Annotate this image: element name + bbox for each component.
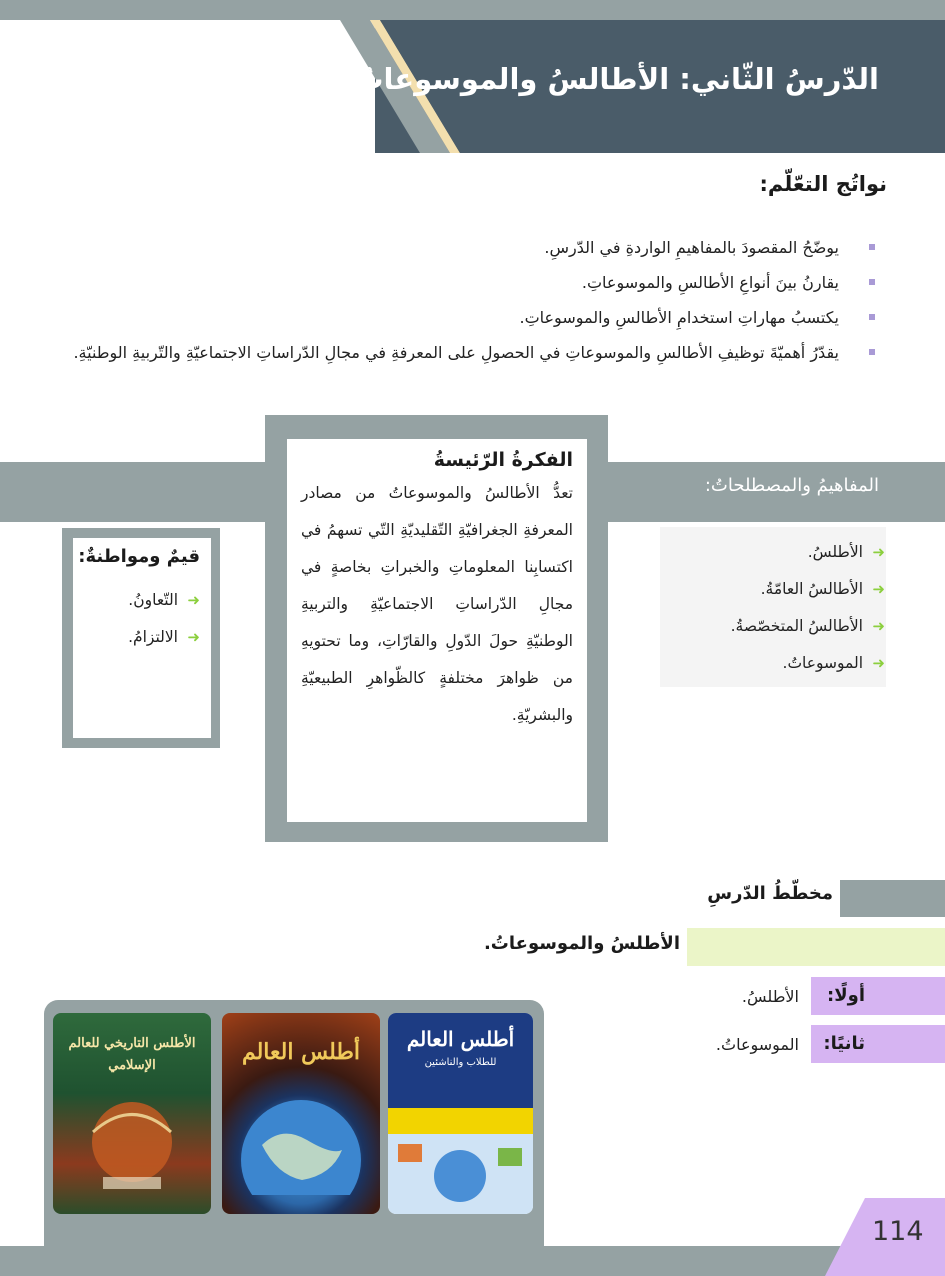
main-idea-box <box>287 439 587 822</box>
bullet-icon <box>869 349 875 355</box>
concept-item: ➜ الموسوعاتُ. <box>731 645 885 682</box>
plan-label-second: ثانيًا: <box>823 1033 865 1054</box>
value-item: ➜ الالتزامُ. <box>128 619 200 656</box>
values-list <box>128 582 200 656</box>
globe-illustration <box>222 1065 380 1195</box>
arrow-icon: ➜ <box>187 628 200 646</box>
arrow-icon: ➜ <box>872 580 885 598</box>
book-title: أطلس العالم <box>406 1027 515 1051</box>
outcomes-heading: نواتُج التعّلّم: <box>759 172 887 196</box>
globe-illustration <box>388 1134 533 1214</box>
outcome-item: يكتسبُ مهاراتِ استخدامِ الأطالسِ والموسوعاتِ. <box>55 300 875 335</box>
concept-item: ➜ الأطالسُ العامّةُ. <box>731 571 885 608</box>
plan-label-first: أولًا: <box>827 985 865 1006</box>
main-idea-body: تعدُّ الأطالسُ والموسوعاتُ من مصادر المعرفةِ الجغرافيّةِ التّقليديّةِ التّي تسهمُ في اكتسابِنا المعلوماتِ والخبراتِ بخاصةٍ في مجالِ الدّراساتِ الاجتماعيّةِ والتربيةِ الوطنيّةِ حولَ الدّولِ والقارّاتِ، وما تحتويهِ من ظواهرَ مختلفةٍ كالظّواهرِ الطبيعيّةِ والبشريّةِ. <box>301 484 573 724</box>
concepts-heading: المفاهيمُ والمصطلحاتُ: <box>704 475 879 496</box>
concept-item: ➜ الأطالسُ المتخصّصةُ. <box>731 608 885 645</box>
plan-main-topic: الأطلسُ والموسوعاتُ. <box>483 933 680 954</box>
book-cover-world-atlas <box>222 1013 380 1214</box>
lesson-title: الدّرسُ الثّاني: الأطالسُ والموسوعاتُ <box>354 62 879 96</box>
book-cover-world-atlas-students <box>388 1013 533 1214</box>
plan-heading: مخطّطُ الدّرسِ <box>707 883 833 904</box>
value-item: ➜ التّعاونُ. <box>128 582 200 619</box>
plan-item-second: الموسوعاتُ. <box>715 1035 799 1054</box>
outcomes-list <box>55 230 875 370</box>
values-heading: قيمٌ ومواطنةٌ: <box>78 546 200 567</box>
bottom-strip <box>0 1246 945 1276</box>
bullet-icon <box>869 314 875 320</box>
plan-tab <box>840 880 945 917</box>
plan-main-bar <box>687 928 945 966</box>
bullet-icon <box>869 244 875 250</box>
arrow-icon: ➜ <box>187 591 200 609</box>
page-number: 114 <box>872 1216 924 1247</box>
concepts-list <box>731 534 885 682</box>
bullet-icon <box>869 279 875 285</box>
arrow-icon: ➜ <box>872 654 885 672</box>
book-title: أطلس العالم <box>241 1039 361 1065</box>
concept-item: ➜ الأطلسُ. <box>731 534 885 571</box>
top-strip <box>0 0 945 20</box>
plan-item-first: الأطلسُ. <box>741 987 799 1006</box>
book-cover-islamic-atlas <box>53 1013 211 1214</box>
book-title: الأطلس التاريخي للعالم الإسلامي <box>68 1036 196 1073</box>
outcome-item: يوضّحُ المقصودَ بالمفاهيمِ الواردةِ في الدّرسِ. <box>55 230 875 265</box>
book-subtitle: للطلاب والناشئين <box>424 1057 497 1068</box>
arrow-icon: ➜ <box>872 543 885 561</box>
arrow-icon: ➜ <box>872 617 885 635</box>
main-idea-title: الفكرةُ الرّئيسةُ <box>433 449 573 471</box>
outcome-item: يقدّرُ أهميّةَ توظيفِ الأطالسِ والموسوعاتِ في الحصولِ على المعرفةِ في مجالِ الدّراساتِ الاجتماعيّةِ والتّربيةِ الوطنيّةِ. <box>55 335 875 370</box>
book-illustration <box>53 1077 211 1197</box>
outcome-item: يقارنُ بينَ أنواعِ الأطالسِ والموسوعاتِ. <box>55 265 875 300</box>
